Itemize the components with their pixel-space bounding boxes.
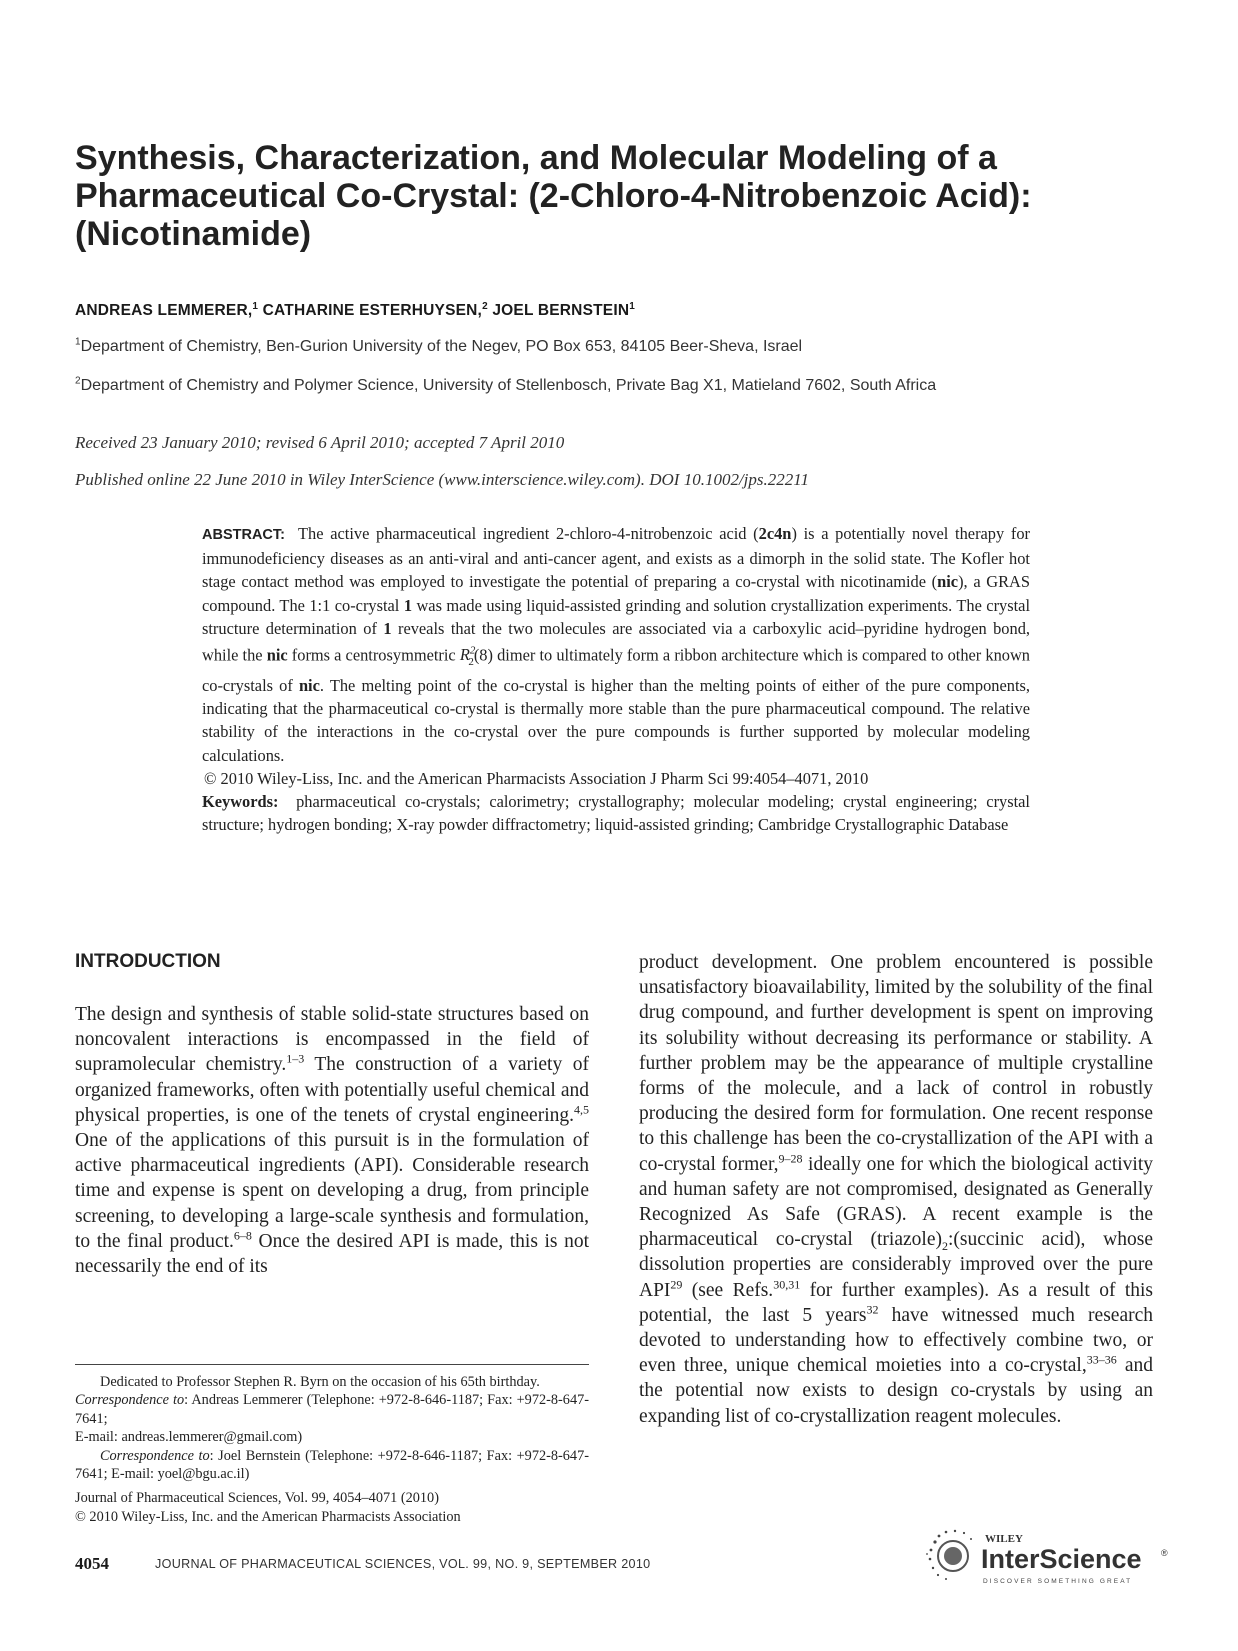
citation: 33–36 xyxy=(1086,1352,1117,1367)
author-name: ANDREAS LEMMERER, xyxy=(75,302,253,319)
citation: 4,5 xyxy=(574,1102,589,1117)
abstract-bold-term: nic xyxy=(266,645,288,665)
affiliation xyxy=(75,338,802,356)
dedication: Dedicated to Professor Stephen R. Byrn on the occasion of his 65th birthday. xyxy=(100,1374,540,1390)
affiliation-number: 1 xyxy=(75,336,81,348)
abstract-bold-term: 1 xyxy=(383,618,392,638)
footnotes xyxy=(75,1373,589,1526)
author-name: JOEL BERNSTEIN xyxy=(492,302,630,319)
abstract-bold-term: 1 xyxy=(403,595,413,615)
abstract-text: reveals that the two molecules are associated via a carboxylic acid–pyridine hydrogen bond, while the xyxy=(202,618,1030,665)
publication-info: Published online 22 June 2010 in Wiley InterScience (www.interscience.wiley.com). DOI 10.1002/jps.22211 xyxy=(75,470,809,489)
globe-icon xyxy=(926,1530,972,1580)
citation: 1–3 xyxy=(286,1051,305,1066)
running-footer: JOURNAL OF PHARMACEUTICAL SCIENCES, VOL. 99, NO. 9, SEPTEMBER 2010 xyxy=(155,1557,651,1571)
author-list xyxy=(75,302,635,320)
abstract-text: was made using liquid-assisted grinding and solution crystallization experiments. The crystal structure determination of xyxy=(202,595,1030,638)
journal-citation: Journal of Pharmaceutical Sciences, Vol. 99, 4054–4071 (2010) xyxy=(75,1490,439,1507)
abstract-bold-term: nic xyxy=(298,675,320,695)
footnote-divider xyxy=(75,1364,589,1365)
intro-column-left: The design and synthesis of stable solid-state structures based on noncovalent interactions is encompassed in the field of supramolecular chemistry.$^{1-3}$ The construction of a variety of organized frameworks, often with potentially useful chemical and physical properties, is one of the tenets of crystal engineering.$^{4,5}$ One of the applications of this pursuit is in the formulation of active pharmaceutical ingredients (API). Considerable research time and expense is spent on developing a drug, from principle screening, to developing a large-scale synthesis and formulation, to the final product.$^{6-8}$ Once the desired API is made, this is not necessarily the end of its xyxy=(75,1004,589,1278)
abstract-text: ) is a potentially novel therapy for immunodeficiency diseases as an anti-viral and anti-cancer agent, and exists as a dimorph in the solid state. The Kofler hot stage contact method was employed to investigate the potential of preparing a co-crystal with nicotinamide ( xyxy=(202,524,1030,592)
affiliation-text: Department of Chemistry, Ben-Gurion University of the Negev, PO Box 653, 84105 Beer-Sheva, Israel xyxy=(80,338,803,355)
received-dates: Received 23 January 2010; revised 6 April 2010; accepted 7 April 2010 xyxy=(75,433,565,452)
author-name: CATHARINE ESTERHUYSEN, xyxy=(262,302,483,319)
citation: 9–28 xyxy=(778,1151,803,1166)
abstract-text: forms a centrosymmetric xyxy=(287,645,460,665)
logo-tagline: DISCOVER SOMETHING GREAT xyxy=(983,1578,1133,1585)
citation: 32 xyxy=(866,1302,879,1317)
abstract-bold-term: nic xyxy=(937,572,959,592)
logo-wordmark: InterScience xyxy=(981,1544,1142,1574)
affiliation-number: 2 xyxy=(75,375,81,387)
abstract-label: ABSTRACT: xyxy=(202,527,285,543)
author-affiliation-mark: 1 xyxy=(629,300,635,312)
citation: 29 xyxy=(670,1277,683,1292)
graph-set-motif: $R^2$ xyxy=(459,645,476,665)
abstract-text: The active pharmaceutical ingredient 2-chloro-4-nitrobenzoic acid ( xyxy=(298,524,759,543)
correspondence: Correspondence to: Joel Bernstein (Telephone: +972-8-646-1187; Fax: +972-8-647-7641; E-mail: yoel@bgu.ac.il) xyxy=(75,1447,589,1483)
author-affiliation-mark: 1 xyxy=(252,300,259,312)
page-number: 4054 xyxy=(75,1554,109,1573)
affiliation-text: Department of Chemistry and Polymer Science, University of Stellenbosch, Private Bag X1, Matieland 7602, South Africa xyxy=(80,377,937,394)
correspondence-email: E-mail: andreas.lemmerer@gmail.com) xyxy=(75,1429,303,1446)
abstract-bold-term: 2c4n xyxy=(758,524,792,543)
publisher-name: WILEY xyxy=(985,1533,1023,1545)
citation: 6–8 xyxy=(233,1228,252,1243)
citation: 30,31 xyxy=(773,1277,801,1292)
section-heading: INTRODUCTION xyxy=(75,951,221,972)
affiliation xyxy=(75,377,936,395)
correspondence: Correspondence to: Andreas Lemmerer (Telephone: +972-8-646-1187; Fax: +972-8-647-7641; xyxy=(75,1392,590,1427)
footnote-copyright: © 2010 Wiley-Liss, Inc. and the American Pharmacists Association xyxy=(75,1508,461,1525)
registered-mark: ® xyxy=(1161,1548,1168,1558)
keywords: pharmaceutical co-crystals; calorimetry; crystallography; molecular modeling; crystal engineering; crystal structure; hydrogen bonding; X-ray powder diffractometry; liquid-assisted grinding; Cambridge Crystallographic Database xyxy=(202,791,1030,835)
abstract: ABSTRACT: The active pharmaceutical ingredient 2-chloro-4-nitrobenzoic acid (2c4n) is a potentially novel therapy for immunodeficiency diseases as an anti-viral and anti-cancer agent, and exists as a dimorph in the solid state. The Kofler hot stage contact method was employed to investigate the potential of preparing a co-crystal with nicotinamide (nic), a GRAS compound. The 1:1 co-crystal 1 was made using liquid-assisted grinding and solution crystallization experiments. The crystal structure determination of 1 reveals that the two molecules are associated via a carboxylic acid–pyridine hydrogen bond, while the nic forms a centrosymmetric $R^2_2(8)$ dimer to ultimately form a ribbon architecture which is compared to other known co-crystals of nic. The melting point of the co-crystal is higher than the melting points of either of the pure components, indicating that the pharmaceutical co-crystal is thermally more stable than the pure pharmaceutical compound. The relative stability of the interactions in the co-crystal over the pure compounds is further supported by molecular modeling calculations. © 2010 Wiley-Liss, Inc. and the American Pharmacists Association J Pharm Sci 99:4054–4071, 2010 Keywords: pharmaceutical co-crystals; calorimetry; crystallography; molecular modeling; crystal engineering; crystal structure; hydrogen bonding; X-ray powder diffractometry; liquid-assisted grinding; Cambridge Crystallographic Database xyxy=(202,524,1031,835)
keywords-label: Keywords: xyxy=(202,791,279,811)
article-title: Synthesis, Characterization, and Molecular Modeling of a Pharmaceutical Co-Crystal: (2-Chloro-4-Nitrobenzoic Acid):(Nicotinamide) xyxy=(75,139,1032,253)
abstract-text: dimer to ultimately form a ribbon architecture which is compared to other known co-crystals of xyxy=(202,645,1030,695)
abstract-copyright: © 2010 Wiley-Liss, Inc. and the American Pharmacists Association J Pharm Sci 99:4054–4071, 2010 xyxy=(204,768,869,788)
author-affiliation-mark: 2 xyxy=(482,300,488,312)
intro-column-right: product development. One problem encountered is possible unsatisfactory bioavailability, limited by the solubility of the final drug compound, and further development is spent on improving its solubility without decreasing its performance or stability. A further problem may be the appearance of multiple crystalline forms of the molecule, and a lack of control in robustly producing the desired form for formulation. One recent response to this challenge has been the co-crystallization of the API with a co-crystal former,$^{9-28}$ ideally one for which the biological activity and human safety are not compromised, designated as Generally Recognized As Safe (GRAS). A recent example is the pharmaceutical co-crystal $(triazole)_2:(succinic$ acid), whose dissolution properties are considerably improved over the pure API$^{29}$ (see Refs.$^{30,31}$ for further examples). As a result of this potential, the last 5 years$^{32}$ have witnessed much research devoted to understanding how to effectively combine two, or even three, unique chemical moieties into a co-crystal,$^{33-36}$ and the potential now exists to design co-crystals by using an expanding list of co-crystallization reagent molecules. xyxy=(639,952,1154,1427)
wiley-interscience-logo xyxy=(925,1526,1170,1588)
abstract-text: . The melting point of the co-crystal is higher than the melting points of either of the pure components, indicating that the pharmaceutical co-crystal is thermally more stable than the pure pharmaceutical compound. The relative stability of the interactions in the co-crystal over the pure compounds is further supported by molecular modeling calculations. xyxy=(202,675,1030,765)
abstract-text: ), a GRAS compound. The 1:1 co-crystal xyxy=(202,572,1031,615)
